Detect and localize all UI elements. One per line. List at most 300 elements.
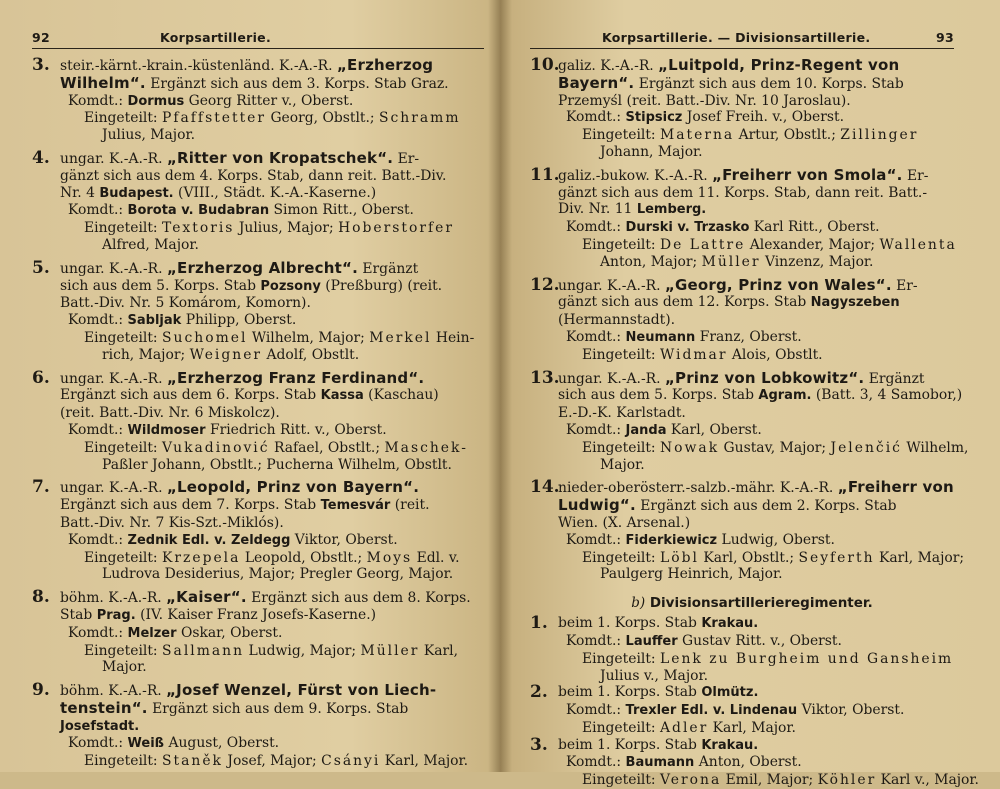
entry-number: 8. bbox=[32, 587, 50, 608]
text-segment: Karl, Major; bbox=[874, 549, 965, 566]
entry-line bbox=[32, 312, 484, 330]
entry-line bbox=[530, 219, 954, 237]
highlighted-name: Josefstadt. bbox=[60, 718, 140, 734]
left-page bbox=[0, 0, 500, 772]
text-segment: Komdt.: bbox=[566, 632, 626, 649]
text-segment: Batt.-Div. Nr. 5 Komárom, Komorn). bbox=[60, 295, 311, 312]
entry-line bbox=[32, 497, 484, 515]
text-segment: Julius, Major. bbox=[102, 127, 196, 144]
regiment-title: „Erzherzog bbox=[336, 56, 434, 74]
person-surname: Vukadinović bbox=[162, 439, 270, 456]
text-segment: Johann, Obstlt.; bbox=[147, 456, 267, 473]
text-segment: Karl, Major. bbox=[380, 753, 469, 770]
entry-line bbox=[530, 164, 954, 185]
highlighted-name: Trexler Edl. v. Lindenau bbox=[625, 703, 798, 719]
entry-number: 7. bbox=[32, 477, 50, 498]
text-segment: beim 1. Korps. Stab bbox=[558, 736, 702, 753]
person-surname: Maschek- bbox=[384, 439, 468, 456]
entry-line bbox=[530, 422, 954, 440]
text-segment: Eingeteilt: bbox=[582, 439, 661, 456]
entry-line bbox=[530, 754, 954, 772]
entry-line bbox=[530, 515, 954, 532]
text-segment: Ergänzt sich aus dem 3. Korps. Stab bbox=[145, 75, 411, 92]
person-surname: Suchomel bbox=[162, 329, 248, 346]
text-segment: Div. Nr. 11 bbox=[558, 201, 637, 218]
text-segment: Stab bbox=[60, 606, 97, 623]
entry-line bbox=[32, 440, 484, 457]
regiment-entry bbox=[530, 274, 954, 364]
entry-line bbox=[32, 405, 484, 422]
text-segment: E.-D.-K. Karlstadt. bbox=[558, 405, 686, 422]
text-segment: Major. bbox=[600, 456, 645, 473]
text-segment: Ludrova bbox=[102, 566, 161, 583]
text-segment: Ergänzt sich aus dem 9. Korps. Stab bbox=[147, 700, 409, 717]
text-segment: Karl, bbox=[419, 642, 458, 659]
text-segment: Eingeteilt: bbox=[84, 753, 163, 770]
text-segment: August, Oberst. bbox=[164, 735, 280, 752]
person-surname: Sallmann bbox=[162, 642, 245, 659]
subheading-text: Divisionsartillerieregimenter. bbox=[649, 595, 873, 612]
person-surname: Adler bbox=[660, 719, 709, 736]
entry-line bbox=[32, 168, 484, 185]
text-segment: ungar. K.-A.-R. bbox=[60, 480, 167, 497]
text-segment: Karl Ritt., Oberst. bbox=[749, 219, 880, 236]
highlighted-name: Weiß bbox=[127, 736, 165, 752]
highlighted-name: Zednik Edl. v. Zeldegg bbox=[127, 532, 291, 548]
entry-line bbox=[32, 589, 484, 607]
highlighted-name: Agram. bbox=[758, 388, 812, 404]
entry-line bbox=[530, 127, 954, 144]
right-page-number: 93 bbox=[936, 30, 954, 45]
highlighted-name: Fiderkiewicz bbox=[625, 532, 718, 548]
entry-line bbox=[32, 367, 484, 388]
right-page-header bbox=[530, 30, 954, 49]
highlighted-name: Budapest. bbox=[99, 185, 174, 201]
text-segment: Major. bbox=[102, 659, 147, 676]
regiment-entry bbox=[32, 257, 484, 364]
text-segment: Batt.-Div. Nr. 7 Kis-Szt.-Miklós). bbox=[60, 514, 284, 531]
highlighted-name: Stipsicz bbox=[625, 110, 683, 126]
text-segment: ungar. K.-A.-R. bbox=[60, 370, 167, 387]
entry-line bbox=[32, 550, 484, 567]
entry-number: 12. bbox=[530, 274, 560, 295]
text-segment: steir.-kärnt.-krain.-küstenländ. K.-A.-R. bbox=[60, 58, 337, 74]
entry-number: 14. bbox=[530, 477, 560, 498]
highlighted-name: Borota v. Budabran bbox=[127, 203, 270, 219]
text-segment: Komdt.: bbox=[566, 754, 626, 771]
entry-line bbox=[530, 734, 954, 755]
text-segment: Leopold, Obstlt.; bbox=[240, 549, 367, 566]
entry-line bbox=[530, 329, 954, 347]
book-gutter bbox=[488, 0, 512, 772]
text-segment: ungar. K.-A.-R. bbox=[558, 370, 665, 387]
person-surname: Staněk bbox=[162, 753, 223, 770]
text-segment: Franz, Oberst. bbox=[695, 328, 802, 345]
entry-number: 11. bbox=[530, 164, 560, 185]
text-segment: Friedrich Ritt. v., Oberst. bbox=[205, 421, 387, 438]
entry-line bbox=[32, 735, 484, 753]
person-surname: De Lattre bbox=[660, 236, 746, 253]
text-segment: Komdt.: bbox=[566, 328, 626, 345]
text-segment: Josef Freih. v., Oberst. bbox=[682, 109, 845, 126]
entry-line bbox=[530, 387, 963, 405]
text-segment: Anton, Major; bbox=[600, 253, 702, 270]
entry-number: 3. bbox=[32, 55, 50, 75]
entry-line bbox=[32, 753, 484, 770]
text-segment: Komdt.: bbox=[68, 735, 128, 752]
text-segment: Alexander, Major; bbox=[745, 236, 880, 253]
text-segment: Karl, Major. bbox=[708, 719, 796, 736]
entry-line bbox=[530, 57, 954, 75]
highlighted-name: Wildmoser bbox=[127, 422, 206, 438]
highlighted-name: Olmütz. bbox=[701, 685, 759, 701]
entry-line bbox=[530, 497, 954, 515]
entry-line bbox=[530, 615, 954, 633]
text-segment: Ergänzt bbox=[357, 260, 419, 277]
entry-number: 5. bbox=[32, 257, 50, 278]
regiment-entry bbox=[32, 147, 484, 254]
text-segment: (Hermannstadt). bbox=[558, 312, 676, 329]
entry-line bbox=[32, 185, 484, 203]
entry-line bbox=[530, 439, 969, 457]
text-segment: Philipp, Oberst. bbox=[181, 312, 297, 329]
text-segment: nieder-oberösterr.-salzb.-mähr. K.-A.-R. bbox=[558, 480, 838, 497]
text-segment: Wilhelm, bbox=[901, 439, 969, 456]
regiment-entry bbox=[32, 589, 484, 676]
text-segment: Anton, Oberst. bbox=[694, 754, 802, 771]
text-segment: Eingeteilt: bbox=[582, 719, 661, 736]
text-segment: (Kaschau) bbox=[363, 387, 439, 404]
person-surname: Krzepela bbox=[162, 549, 241, 566]
person-surname: Merkel bbox=[369, 329, 432, 346]
text-segment: Er- bbox=[393, 150, 420, 167]
regiment-title: „Prinz von Lobkowitz“. bbox=[664, 368, 865, 387]
text-segment: (IV. Kaiser Franz Josefs-Kaserne.) bbox=[135, 606, 377, 623]
text-segment: Pucherna bbox=[266, 456, 334, 473]
entry-line bbox=[32, 75, 484, 93]
text-segment: Artur, Obstlt.; bbox=[734, 127, 841, 144]
text-segment: Karl, Obstlt.; bbox=[698, 549, 799, 566]
regiment-title: „Freiherr von Smola“. bbox=[712, 165, 903, 184]
person-surname: Zillinger bbox=[840, 127, 919, 144]
person-surname: Schramm bbox=[379, 110, 461, 127]
text-segment: Ludwig, Major; bbox=[244, 642, 361, 659]
entry-line bbox=[530, 294, 954, 312]
entry-line bbox=[530, 75, 954, 93]
entry-line bbox=[32, 566, 484, 583]
entry-line bbox=[530, 144, 954, 161]
text-segment: Komdt.: bbox=[68, 202, 128, 219]
person-surname: Csányi bbox=[321, 753, 381, 770]
section-subheading bbox=[550, 595, 954, 611]
text-segment: Eingeteilt: bbox=[582, 346, 661, 363]
text-segment: Wien. bbox=[558, 514, 599, 531]
text-segment: Desiderius, Major; bbox=[160, 566, 300, 583]
person-surname: Verona bbox=[660, 772, 722, 789]
entry-line bbox=[32, 347, 484, 364]
regiment-entry bbox=[32, 57, 484, 144]
text-segment: Gustav Ritt. v., Oberst. bbox=[677, 632, 842, 649]
text-segment: Komdt.: bbox=[68, 421, 128, 438]
text-segment: Komdt.: bbox=[566, 219, 626, 236]
text-segment: Eingeteilt: bbox=[84, 329, 163, 346]
text-segment: beim 1. Korps. Stab bbox=[558, 615, 702, 632]
text-segment: Paßler bbox=[102, 456, 148, 473]
entry-line bbox=[530, 312, 954, 329]
entry-line bbox=[530, 566, 954, 583]
text-segment: Karl v., Major. bbox=[876, 772, 979, 789]
entry-line bbox=[32, 110, 484, 127]
text-segment: Komdt.: bbox=[566, 109, 626, 126]
text-segment: galiz.-bukow. K.-A.-R. bbox=[558, 167, 713, 184]
entry-line bbox=[32, 237, 484, 254]
text-segment: (reit. Batt.-Div. Nr. 6 Miskolcz). bbox=[60, 405, 280, 422]
highlighted-name: Sabljak bbox=[127, 313, 182, 329]
text-segment: ungar. K.-A.-R. bbox=[558, 277, 665, 294]
person-surname: Jelenčić bbox=[830, 439, 902, 456]
text-segment: Viktor, Oberst. bbox=[797, 702, 905, 719]
text-segment: Vinzenz, Major. bbox=[760, 253, 874, 270]
text-segment: sich aus dem 5. Korps. Stab bbox=[60, 277, 261, 294]
text-segment: Nr. 4 bbox=[60, 184, 100, 201]
text-segment: (Batt. 3, 4 Samobor,) bbox=[811, 387, 963, 404]
entry-line bbox=[530, 479, 954, 497]
text-segment: Pregler bbox=[299, 566, 352, 583]
text-segment: Emil, Major; bbox=[721, 772, 818, 789]
text-segment: Eingeteilt: bbox=[84, 439, 163, 456]
person-surname: Moys bbox=[366, 549, 413, 566]
text-segment: Alfred, Major. bbox=[102, 236, 199, 253]
entry-line bbox=[32, 457, 484, 474]
text-segment: gänzt sich aus dem 11. Korps. Stab, dann reit. Batt.- bbox=[558, 184, 928, 201]
entry-line bbox=[32, 659, 484, 676]
text-segment: Komdt.: bbox=[68, 624, 128, 641]
regiment-entry bbox=[530, 734, 979, 789]
person-surname: Widmar bbox=[660, 346, 728, 363]
text-segment: Eingeteilt: bbox=[582, 127, 661, 144]
entry-line bbox=[32, 532, 484, 550]
person-surname: Wallenta bbox=[879, 236, 957, 253]
entry-line bbox=[530, 347, 954, 364]
text-segment: Przemyśl bbox=[558, 92, 623, 109]
entry-line bbox=[32, 147, 484, 168]
entry-line bbox=[530, 93, 954, 110]
regiment-entry bbox=[530, 57, 954, 161]
person-surname: Pfaffstetter bbox=[162, 110, 267, 127]
regiment-title: „Luitpold, Prinz-Regent von bbox=[658, 56, 900, 74]
text-segment: Georg Ritter v., Oberst. bbox=[184, 92, 354, 109]
text-segment: (reit. bbox=[390, 497, 430, 514]
entry-line bbox=[530, 367, 954, 388]
highlighted-name: Baumann bbox=[625, 755, 695, 771]
text-segment: Oskar, Oberst. bbox=[176, 624, 283, 641]
entry-line bbox=[530, 684, 954, 702]
regiment-title: „Ritter von Kropatschek“. bbox=[166, 148, 394, 167]
highlighted-name: Pozsony bbox=[260, 278, 321, 294]
text-segment: Hein- bbox=[431, 329, 475, 346]
entry-number: 6. bbox=[32, 367, 50, 388]
entry-line bbox=[530, 201, 954, 219]
text-segment: Rafael, Obstlt.; bbox=[269, 439, 385, 456]
entry-number: 3. bbox=[530, 734, 548, 755]
entry-line bbox=[32, 220, 484, 237]
entry-gap bbox=[530, 583, 954, 589]
text-segment: Ludwig, Oberst. bbox=[717, 531, 835, 548]
text-segment: Eingeteilt: bbox=[582, 650, 661, 667]
entry-line bbox=[530, 236, 957, 254]
entry-line bbox=[32, 625, 484, 643]
text-segment: Ergänzt sich aus dem 2. Korps. Stab bbox=[635, 498, 897, 515]
entry-line bbox=[530, 633, 954, 651]
entry-line bbox=[32, 387, 484, 405]
entry-number: 13. bbox=[530, 367, 560, 388]
entry-line bbox=[32, 93, 484, 111]
entry-line bbox=[32, 682, 484, 700]
entry-line bbox=[32, 295, 484, 312]
person-surname: Köhler bbox=[817, 772, 877, 789]
highlighted-name: Neumann bbox=[625, 329, 696, 345]
highlighted-name: Nagyszeben bbox=[810, 295, 900, 311]
text-segment: Josef, Major; bbox=[222, 753, 322, 770]
text-segment: Eingeteilt: bbox=[84, 220, 163, 237]
regiment-title: tenstein“. bbox=[60, 698, 148, 717]
regiment-title: „Freiherr von bbox=[837, 478, 954, 497]
text-segment: Komdt.: bbox=[68, 92, 128, 109]
highlighted-name: Krakau. bbox=[701, 616, 759, 632]
regiment-entry bbox=[530, 684, 954, 736]
person-surname: Müller bbox=[360, 642, 420, 659]
entry-line bbox=[32, 643, 484, 660]
person-surname: Müller bbox=[701, 253, 761, 270]
text-segment: Ergänzt sich aus dem 7. Korps. Stab bbox=[60, 497, 321, 514]
text-segment: Alois, Obstlt. bbox=[727, 346, 823, 363]
text-segment: Paulgerg bbox=[600, 566, 664, 583]
text-segment: Viktor, Oberst. bbox=[290, 531, 398, 548]
regiment-title: Bayern“. bbox=[558, 73, 635, 92]
entry-number: 10. bbox=[530, 55, 560, 75]
highlighted-name: Kassa bbox=[320, 388, 364, 404]
entry-number: 2. bbox=[530, 682, 548, 703]
text-segment: Adolf, Obstlt. bbox=[262, 346, 360, 363]
regiment-title: „Josef Wenzel, Fürst von Liech- bbox=[166, 681, 437, 700]
text-segment: Komdt.: bbox=[566, 702, 626, 719]
entry-number: 9. bbox=[32, 680, 50, 701]
regiment-entry bbox=[32, 367, 484, 474]
text-segment: Komdt.: bbox=[68, 312, 128, 329]
entry-line bbox=[32, 515, 484, 532]
text-segment: (VIII., Städt. K.-A.-Kaserne.) bbox=[173, 184, 377, 201]
text-segment: Eingeteilt: bbox=[582, 772, 661, 789]
person-surname: Textoris bbox=[162, 220, 235, 237]
entry-line bbox=[32, 57, 484, 75]
text-segment: Er- bbox=[891, 277, 918, 294]
text-segment: Komdt.: bbox=[68, 531, 128, 548]
text-segment: beim 1. Korps. Stab bbox=[558, 684, 702, 701]
text-segment: Julius v., Major. bbox=[600, 667, 709, 684]
text-segment: Julius, Major; bbox=[234, 220, 339, 237]
text-segment: Karl, Oberst. bbox=[666, 421, 762, 438]
left-running-title: Korpsartillerie. bbox=[160, 30, 271, 45]
text-segment: Graz. bbox=[410, 75, 449, 92]
highlighted-name: Prag. bbox=[96, 607, 136, 623]
text-segment: Ergänzt sich aus dem 8. Korps. bbox=[246, 590, 471, 607]
highlighted-name: Durski v. Trzasko bbox=[625, 220, 750, 236]
regiment-entry bbox=[32, 479, 484, 583]
text-segment: Ergänzt sich aus dem 10. Korps. Stab bbox=[634, 75, 904, 92]
text-segment: Komdt.: bbox=[566, 531, 626, 548]
entry-line bbox=[530, 457, 954, 474]
text-segment: Simon Ritt., Oberst. bbox=[269, 202, 414, 219]
entry-line bbox=[530, 532, 954, 550]
entry-line bbox=[530, 651, 954, 668]
text-segment: Eingeteilt: bbox=[84, 642, 163, 659]
text-segment: Georg, Obstlt.; bbox=[266, 110, 380, 127]
entry-line bbox=[530, 274, 954, 295]
person-surname: Lenk zu Burgheim und Gansheim bbox=[660, 650, 954, 667]
regiment-title: „Erzherzog Franz Ferdinand“. bbox=[166, 368, 425, 387]
highlighted-name: Krakau. bbox=[701, 737, 759, 753]
entry-line bbox=[32, 422, 484, 440]
left-page-header bbox=[32, 30, 484, 49]
text-segment: rich, Major; bbox=[102, 346, 190, 363]
entry-number: 4. bbox=[32, 147, 50, 168]
division-entries bbox=[530, 613, 979, 789]
regiment-entry bbox=[530, 615, 954, 684]
text-segment: Komdt.: bbox=[566, 421, 626, 438]
text-segment: Gustav, Major; bbox=[719, 439, 831, 456]
text-segment: ungar. K.-A.-R. bbox=[60, 150, 167, 167]
text-segment: Ergänzt bbox=[864, 370, 925, 387]
text-segment: Ergänzt sich aus dem 6. Korps. Stab bbox=[60, 387, 321, 404]
text-segment: Eingeteilt: bbox=[582, 236, 661, 253]
text-segment: Eingeteilt: bbox=[84, 549, 163, 566]
text-segment: Wilhelm, Obstlt. bbox=[333, 456, 452, 473]
text-segment: (Preßburg) (reit. bbox=[320, 277, 443, 294]
text-segment: Eingeteilt: bbox=[582, 549, 661, 566]
left-page-number: 92 bbox=[32, 30, 50, 45]
text-segment: Wilhelm, Major; bbox=[247, 329, 370, 346]
text-segment: Eingeteilt: bbox=[84, 110, 163, 127]
entry-line bbox=[32, 607, 484, 625]
entry-line bbox=[530, 254, 954, 271]
right-page bbox=[500, 0, 1000, 789]
entry-line bbox=[530, 668, 954, 685]
person-surname: Nowak bbox=[660, 439, 720, 456]
person-surname: Hoberstorfer bbox=[338, 220, 455, 237]
entry-line bbox=[32, 202, 484, 220]
text-segment: galiz. K.-A.-R. bbox=[558, 58, 659, 74]
entry-number: 1. bbox=[530, 613, 548, 634]
regiment-title: „Leopold, Prinz von Bayern“. bbox=[166, 478, 420, 497]
regiment-title: „Georg, Prinz von Wales“. bbox=[664, 275, 892, 294]
regiment-entry bbox=[530, 477, 965, 583]
entry-line bbox=[530, 702, 954, 720]
entry-line bbox=[530, 109, 954, 127]
highlighted-name: Lauffer bbox=[625, 633, 678, 649]
left-entries bbox=[32, 57, 484, 776]
entry-line bbox=[32, 278, 484, 296]
regiment-title: „Erzherzog Albrecht“. bbox=[166, 258, 358, 277]
subheading-letter: b) bbox=[631, 595, 646, 612]
highlighted-name: Temesvár bbox=[320, 498, 391, 514]
entry-line bbox=[530, 185, 954, 202]
entry-line bbox=[530, 549, 965, 567]
text-segment: Georg, Major. bbox=[351, 566, 454, 583]
text-segment: Johann, Major. bbox=[600, 143, 703, 160]
entry-line bbox=[530, 772, 979, 789]
highlighted-name: Lemberg. bbox=[636, 202, 707, 218]
entry-line bbox=[32, 330, 484, 347]
